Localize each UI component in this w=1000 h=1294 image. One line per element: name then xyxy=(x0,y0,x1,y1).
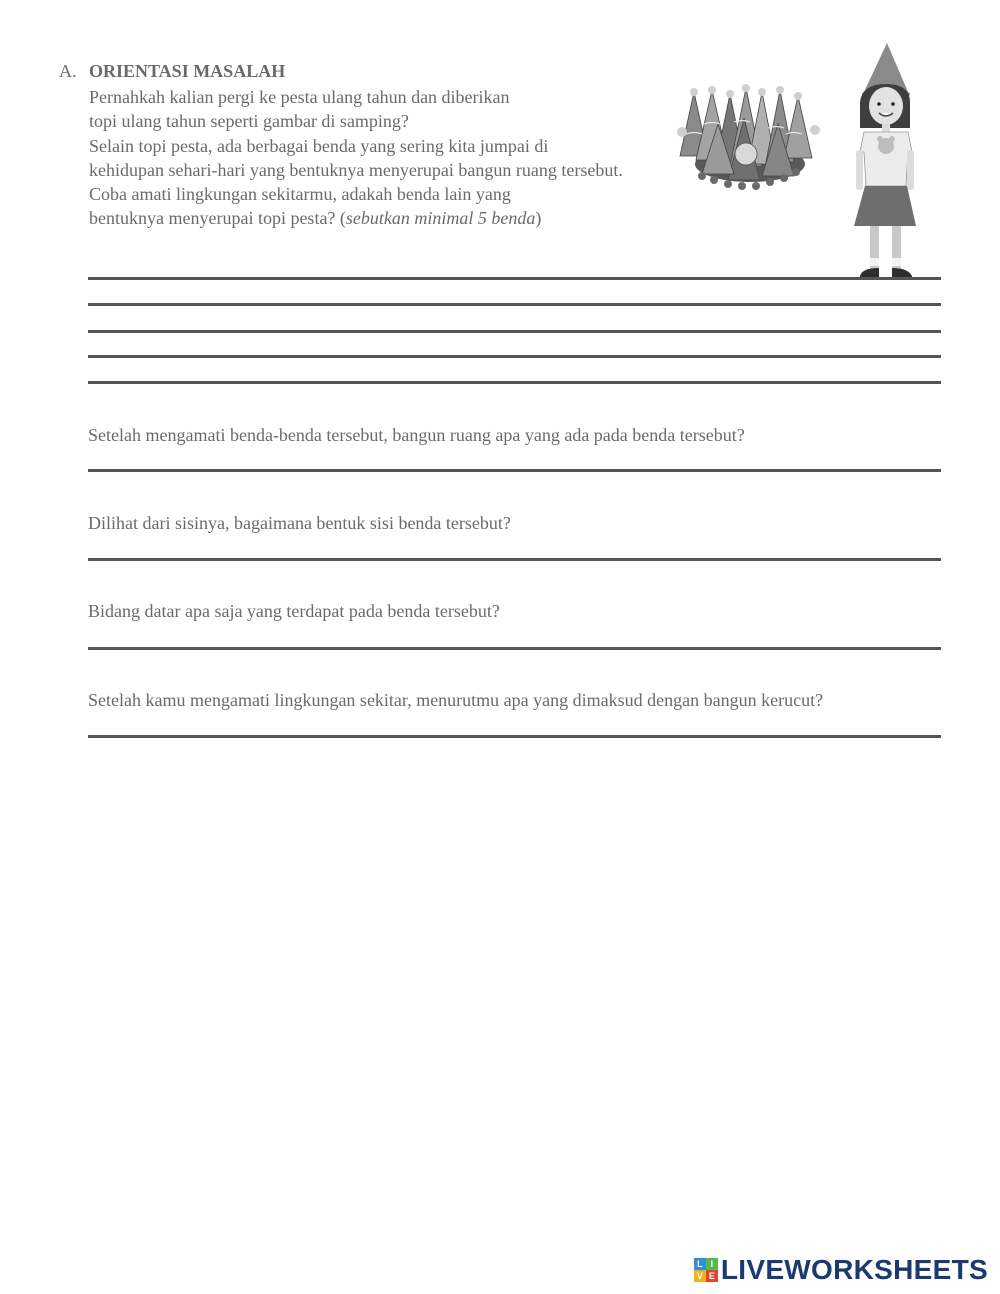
answer-line[interactable] xyxy=(88,355,941,358)
intro-line: Selain topi pesta, ada berbagai benda yang sering kita jumpai di xyxy=(89,135,549,156)
answer-line[interactable] xyxy=(88,647,941,650)
answer-line[interactable] xyxy=(88,381,941,384)
intro-line: Pernahkah kalian pergi ke pesta ulang tahun dan diberikan xyxy=(89,87,510,107)
section-title: ORIENTASI MASALAH xyxy=(89,61,286,81)
section-letter: A. xyxy=(59,61,77,81)
liveworksheets-brand[interactable] xyxy=(694,1254,988,1286)
answer-line[interactable] xyxy=(88,303,941,306)
intro-line-prefix: bentuknya menyerupai topi pesta? ( xyxy=(89,208,346,229)
intro-line: topi ulang tahun seperti gambar di samping? xyxy=(89,111,409,132)
liveworksheets-logo-icon xyxy=(694,1258,718,1282)
intro-line-italic: sebutkan minimal 5 benda xyxy=(345,208,536,229)
intro-line-suffix: ) xyxy=(535,208,542,229)
question-text: Dilihat dari sisinya, bagaimana bentuk sisi benda tersebut? xyxy=(88,513,511,533)
intro-line: Coba amati lingkungan sekitarmu, adakah benda lain yang xyxy=(89,184,511,205)
logo-letter: E xyxy=(706,1270,718,1282)
answer-line[interactable] xyxy=(88,735,941,738)
girl-with-party-hat-illustration xyxy=(846,40,924,290)
answer-line[interactable] xyxy=(88,469,941,472)
answer-line[interactable] xyxy=(88,277,941,280)
question-text: Setelah mengamati benda-benda tersebut, bangun ruang apa yang ada pada benda tersebut? xyxy=(88,425,745,445)
intro-paragraph xyxy=(89,85,689,231)
answer-line[interactable] xyxy=(88,330,941,333)
answer-line[interactable] xyxy=(88,558,941,561)
liveworksheets-wordmark: LIVEWORKSHEETS xyxy=(720,1254,988,1285)
question-text: Setelah kamu mengamati lingkungan sekitar, menurutmu apa yang dimaksud dengan bangun kerucut? xyxy=(88,690,824,710)
party-hats-illustration xyxy=(672,84,828,196)
logo-letter: I xyxy=(706,1258,718,1270)
intro-line xyxy=(89,206,689,230)
intro-line: kehidupan sehari-hari yang bentuknya menyerupai bangun ruang tersebut. xyxy=(89,159,623,180)
question-text: Bidang datar apa saja yang terdapat pada benda tersebut? xyxy=(88,601,500,621)
logo-letter: V xyxy=(694,1270,706,1282)
logo-letter: L xyxy=(694,1258,706,1270)
